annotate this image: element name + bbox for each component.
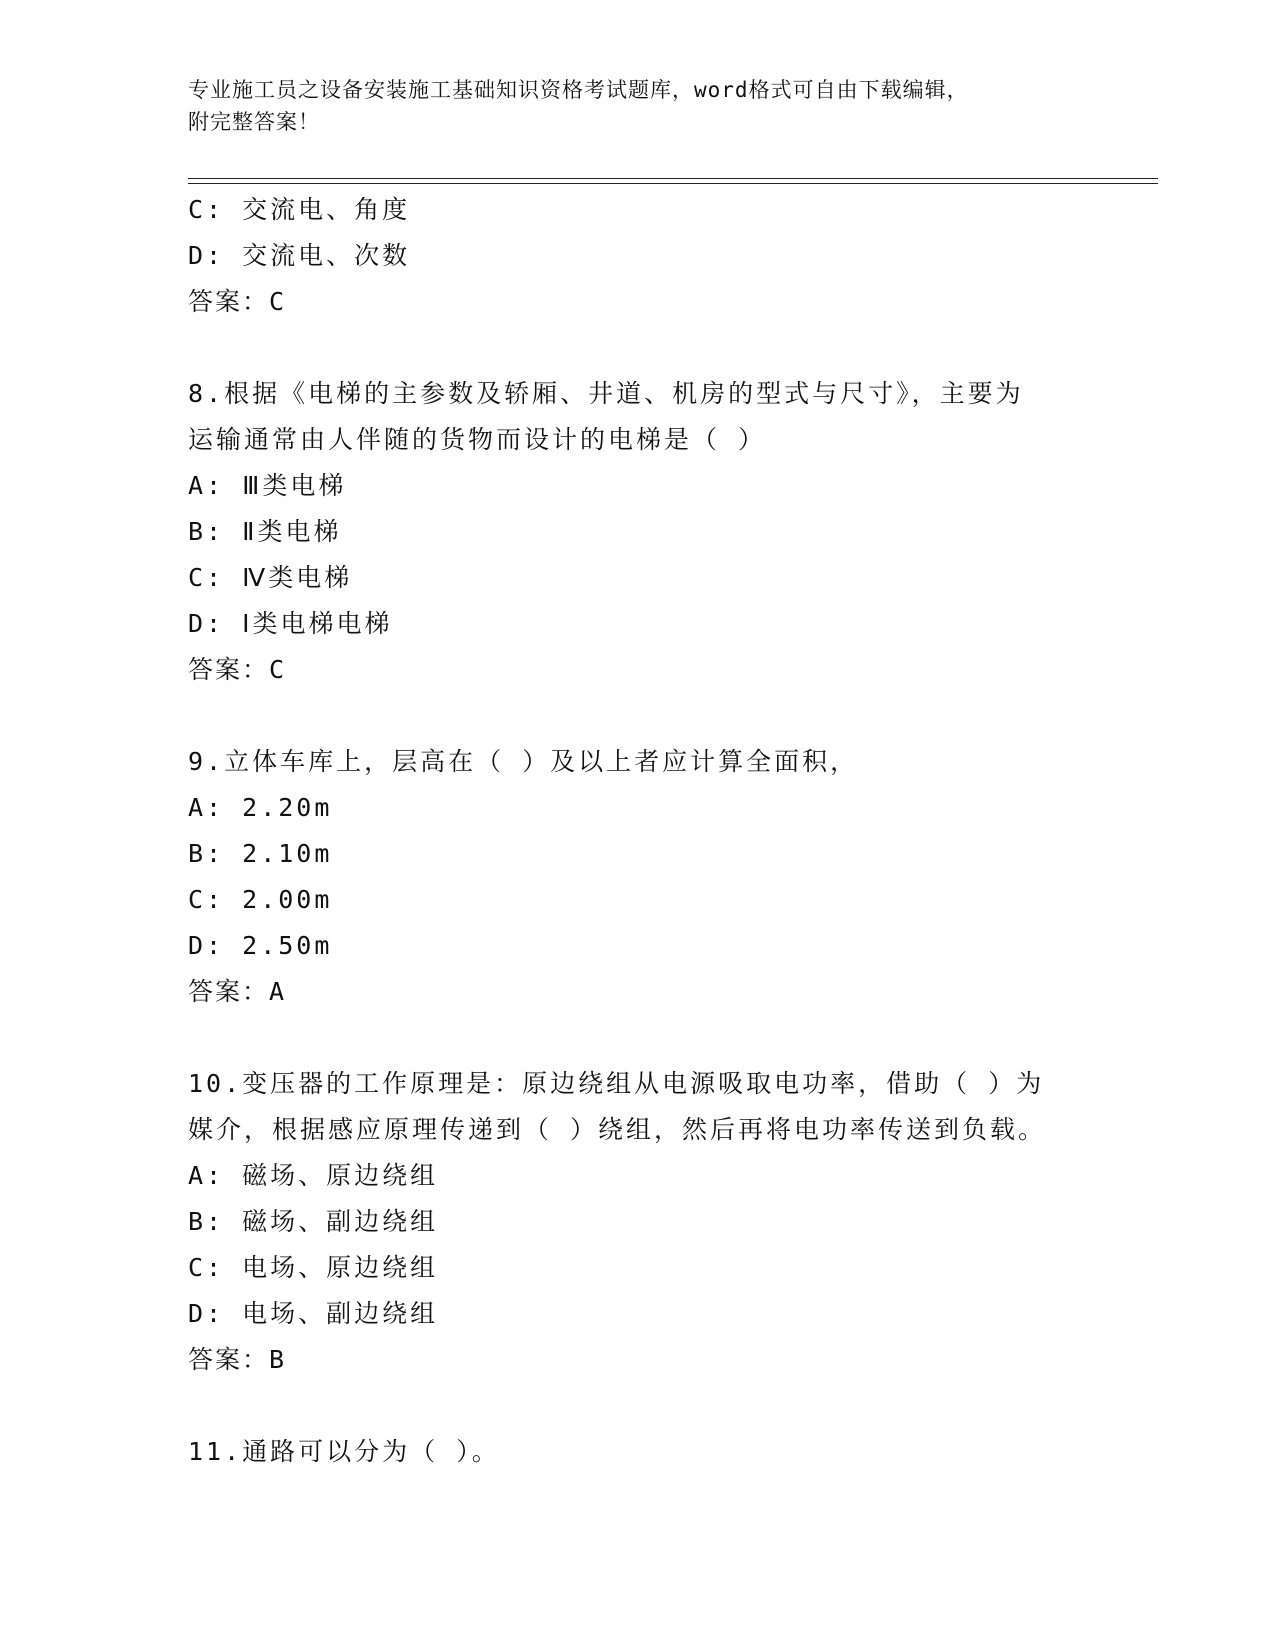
question-10 [188, 1061, 1088, 1383]
header-line-1: 专业施工员之设备安装施工基础知识资格考试题库，word格式可自由下载编辑， [188, 78, 969, 102]
option-c: C: 电场、原边绕组 [188, 1253, 439, 1282]
header-divider-bottom [188, 183, 1158, 184]
option-b: B: 磁场、副边绕组 [188, 1207, 439, 1236]
answer-label: 答案：C [188, 655, 287, 684]
question-stem-line: 8.根据《电梯的主参数及轿厢、井道、机房的型式与尺寸》，主要为 [188, 379, 1024, 408]
question-list [188, 187, 1088, 1475]
option-d: D: Ⅰ类电梯电梯 [188, 609, 393, 638]
spacer [188, 1383, 1088, 1429]
question-stem-line: 9.立体车库上，层高在（ ）及以上者应计算全面积， [188, 747, 859, 776]
option-a: A: Ⅲ类电梯 [188, 471, 347, 500]
question-8 [188, 371, 1088, 693]
option-d: D: 2.50m [188, 931, 333, 960]
option-d: D: 电场、副边绕组 [188, 1299, 439, 1328]
question-11 [188, 1429, 1088, 1475]
option-b: B: Ⅱ类电梯 [188, 517, 342, 546]
header-line-2: 附完整答案！ [188, 110, 320, 134]
question-stem-line: 媒介，根据感应原理传递到（ ）绕组，然后再将电功率传送到负载。 [188, 1115, 1047, 1144]
option-d: D: 交流电、次数 [188, 241, 411, 270]
answer-label: 答案：C [188, 287, 287, 316]
question-9 [188, 739, 1088, 1015]
question-stem-line: 11.通路可以分为（ ）。 [188, 1437, 500, 1466]
option-c: C: 2.00m [188, 885, 333, 914]
option-a: A: 磁场、原边绕组 [188, 1161, 439, 1190]
answer-label: 答案：A [188, 977, 287, 1006]
option-a: A: 2.20m [188, 793, 333, 822]
option-c: C: 交流电、角度 [188, 195, 411, 224]
spacer [188, 693, 1088, 739]
option-c: C: Ⅳ类电梯 [188, 563, 353, 592]
answer-label: 答案：B [188, 1345, 287, 1374]
question-stem-line: 运输通常由人伴随的货物而设计的电梯是（ ） [188, 425, 767, 454]
spacer [188, 1015, 1088, 1061]
document-header [188, 74, 1088, 138]
question-stem-line: 10.变压器的工作原理是：原边绕组从电源吸取电功率，借助（ ）为 [188, 1069, 1045, 1098]
header-divider-top [188, 178, 1158, 179]
spacer [188, 325, 1088, 371]
question-7 [188, 187, 1088, 325]
option-b: B: 2.10m [188, 839, 333, 868]
